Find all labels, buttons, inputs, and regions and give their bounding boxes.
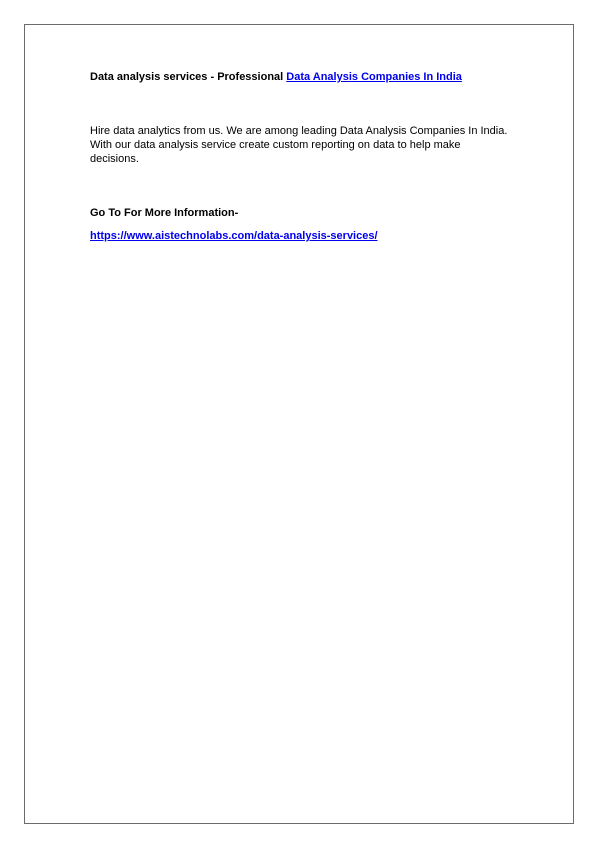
body-line-3: decisions.: [90, 153, 139, 165]
body-line-2: With our data analysis service create custom reporting on data to help make: [90, 139, 461, 151]
document-heading: [90, 70, 530, 84]
body-line-1: Hire data analytics from us. We are among leading Data Analysis Companies In India.: [90, 125, 508, 137]
document-content: [90, 70, 530, 243]
heading-link[interactable]: Data Analysis Companies In India: [286, 71, 462, 83]
more-info-link[interactable]: https://www.aistechnolabs.com/data-analysis-services/: [90, 230, 378, 242]
body-paragraph: [90, 124, 530, 166]
heading-prefix: Data analysis services - Professional: [90, 71, 287, 83]
more-info-link-line: [90, 229, 530, 243]
more-info-label: Go To For More Information-: [90, 207, 239, 219]
